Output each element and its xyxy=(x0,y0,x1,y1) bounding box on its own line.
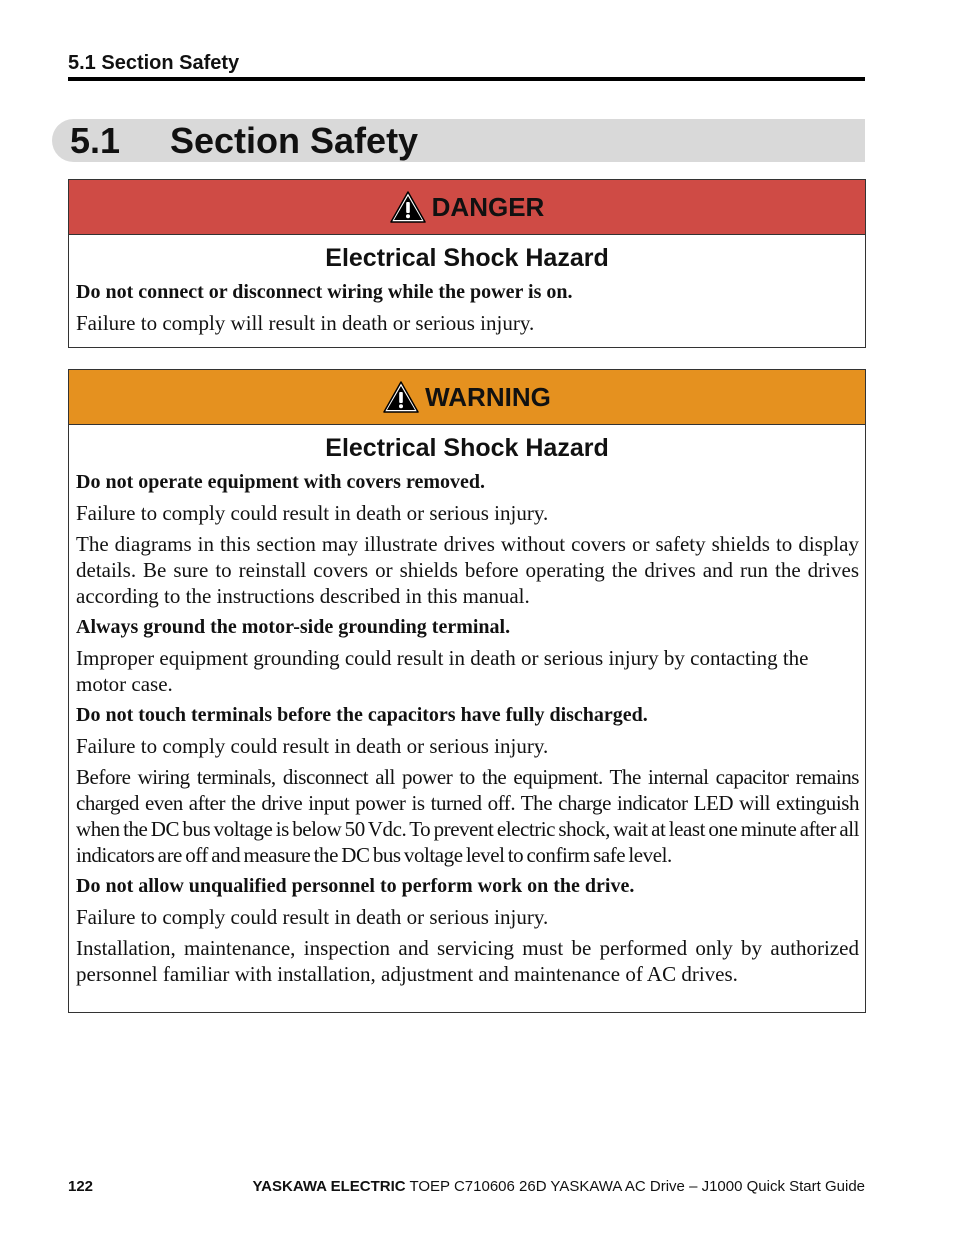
footer-brand: YASKAWA ELECTRIC xyxy=(252,1178,406,1195)
warning-hazard-title: Electrical Shock Hazard xyxy=(325,434,609,462)
danger-hazard-title: Electrical Shock Hazard xyxy=(325,244,609,272)
running-head: 5.1 Section Safety xyxy=(68,52,240,74)
header-rule xyxy=(68,77,865,81)
footer-doc-title: TOEP C710606 26D YASKAWA AC Drive – J1000 Quick Start Guide xyxy=(405,1178,865,1195)
warning-consequence: Failure to comply could result in death or serious injury. xyxy=(76,501,549,525)
danger-signal-word: DANGER xyxy=(431,191,545,222)
danger-body xyxy=(69,279,865,336)
danger-instruction: Do not connect or disconnect wiring while the power is on. xyxy=(76,281,573,303)
warning-instruction: Do not operate equipment with covers removed. xyxy=(76,471,486,493)
warning-paragraph: Installation, maintenance, inspection and servicing must be performed only by authorized personnel familiar with installation, adjustment and maintenance of AC drives. xyxy=(76,936,859,986)
danger-box xyxy=(68,179,866,348)
warning-instruction: Do not allow unqualified personnel to perform work on the drive. xyxy=(76,875,635,897)
warning-header xyxy=(69,370,865,425)
warning-signal-word: WARNING xyxy=(425,381,551,412)
warning-paragraph: Before wiring terminals, disconnect all power to the equipment. The internal capacitor remains charged even after the drive input power is turned off. The charge indicator LED will extinguish when the DC bus voltage is below 50 Vdc. To prevent electric shock, wait at least one minute after all indicators are off and measure the DC bus voltage level to confirm safe level. xyxy=(76,765,859,867)
section-number: 5.1 xyxy=(70,120,121,161)
warning-instruction: Do not touch terminals before the capacitors have fully discharged. xyxy=(76,704,648,726)
warning-consequence: Improper equipment grounding could result in death or serious injury by contacting the motor case. xyxy=(76,646,809,696)
warning-body xyxy=(69,469,865,987)
danger-header xyxy=(69,180,865,235)
warning-instruction: Always ground the motor-side grounding terminal. xyxy=(76,616,511,638)
warning-paragraph: The diagrams in this section may illustrate drives without covers or safety shields to display details. Be sure to reinstall covers or shields before operating the drives and run the drives according to the instructions described in this manual. xyxy=(76,532,859,608)
warning-triangle-icon xyxy=(390,191,426,223)
warning-consequence: Failure to comply could result in death or serious injury. xyxy=(76,734,549,758)
section-title: Section Safety xyxy=(170,120,419,161)
warning-triangle-icon xyxy=(383,381,419,413)
footer-document-info xyxy=(253,1178,865,1195)
page-number: 122 xyxy=(68,1178,94,1195)
warning-box xyxy=(68,369,866,1013)
warning-consequence: Failure to comply could result in death or serious injury. xyxy=(76,905,549,929)
danger-consequence: Failure to comply will result in death or serious injury. xyxy=(76,311,535,335)
